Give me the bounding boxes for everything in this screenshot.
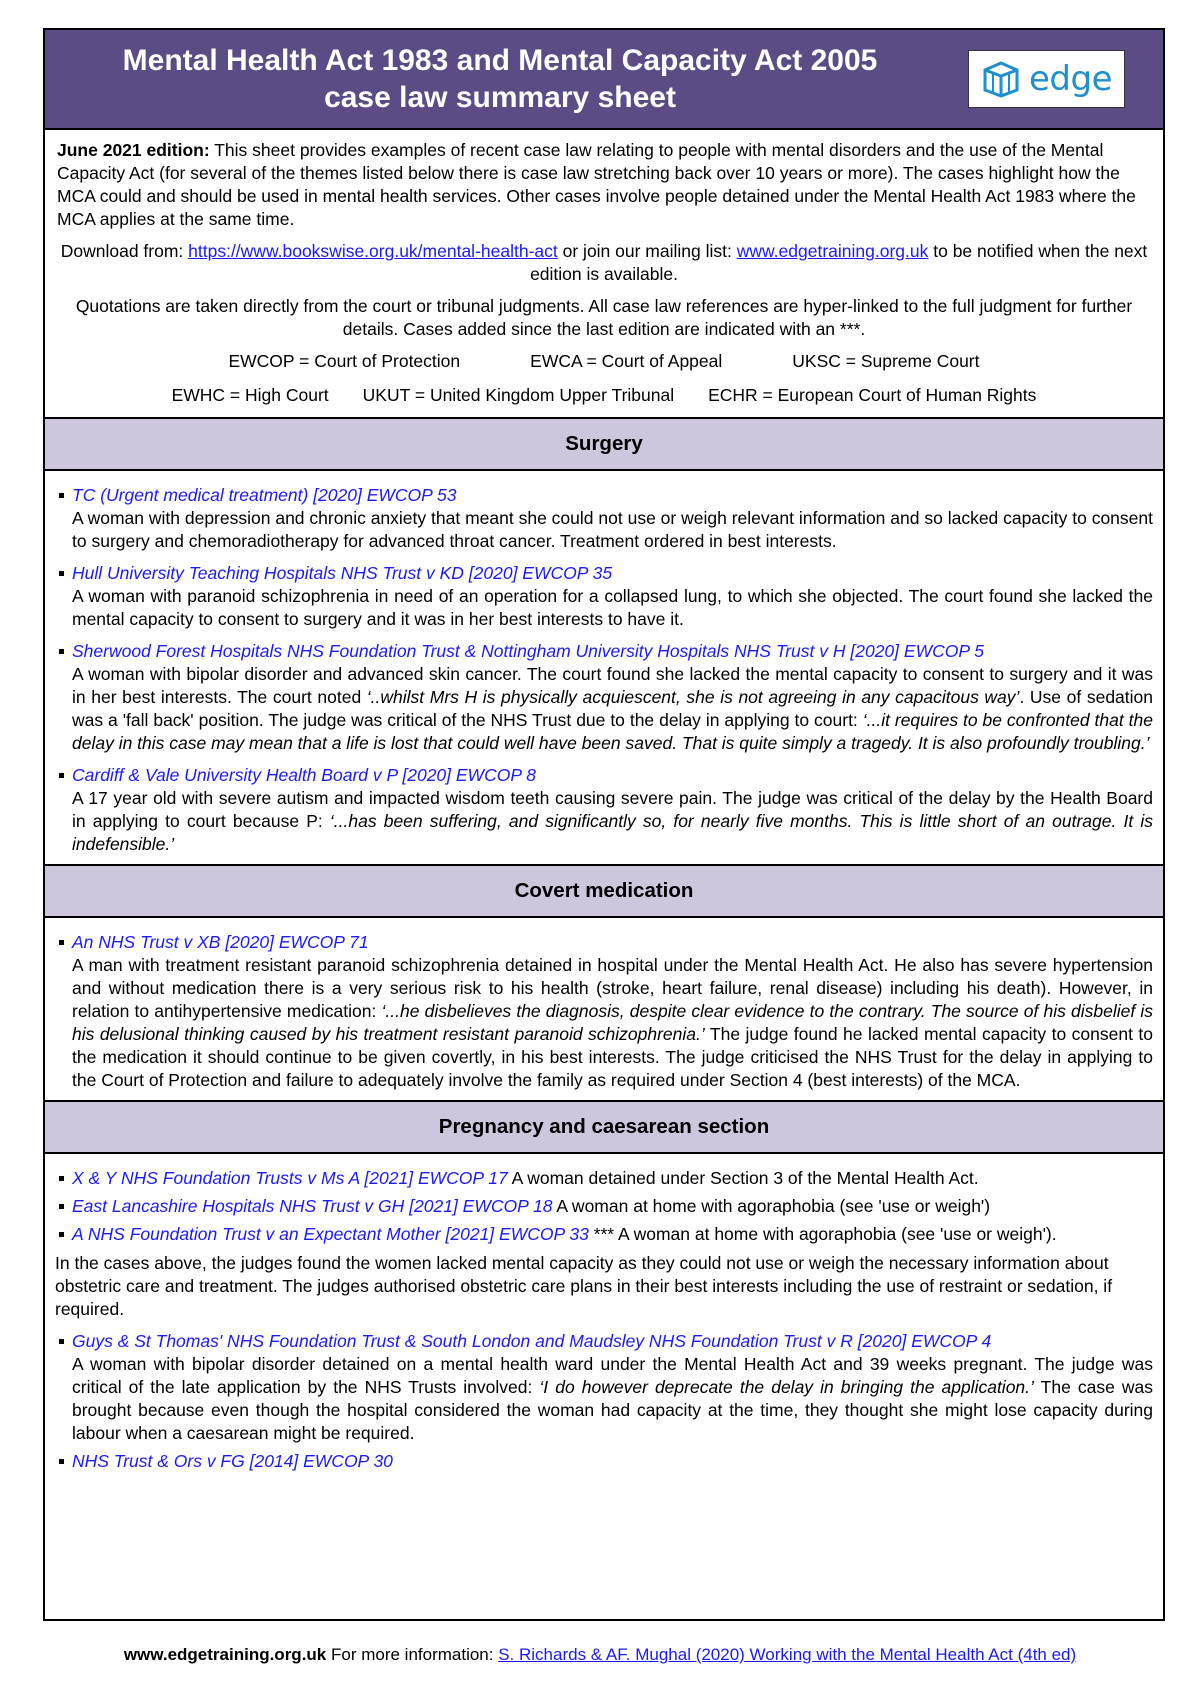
footer-site[interactable]: www.edgetraining.org.uk [123, 1645, 327, 1664]
page-footer: www.edgetraining.org.uk For more information: S. Richards & AF. Mughal (2020) Working with the Mental Health Act (4th ed) [123, 1645, 1077, 1664]
court-legend-row-2: EWHC = High Court UKUT = United Kingdom Upper Tribunal ECHR = European Court of Human Rights [171, 385, 1037, 405]
section-heading-pregnancy: Pregnancy and caesarean section [45, 1102, 1163, 1154]
section-heading-surgery: Surgery [45, 419, 1163, 471]
summary-sheet [43, 28, 1165, 1621]
intro-section [45, 130, 1163, 419]
list-item: A NHS Foundation Trust v an Expectant Mother [2021] EWCOP 33 *** A woman at home with agoraphobia (see 'use or weigh'). [57, 1223, 1153, 1246]
case-link[interactable]: East Lancashire Hospitals NHS Trust v GH [2021] EWCOP 18 [72, 1196, 553, 1216]
list-item: Hull University Teaching Hospitals NHS Trust v KD [2020] EWCOP 35 A woman with paranoid schizophrenia in need of an operation for a collapsed lung, to which she objected. The court found she lacked the mental capacity to consent to surgery and it was in her best interests to have it. [57, 562, 1153, 631]
section-surgery [45, 471, 1163, 866]
pregnancy-note: In the cases above, the judges found the women lacked mental capacity as they could not use or weigh the necessary information about obstetric care and treatment. The judges authorised obstetric care plans in their best interests including the use of restraint or sedation, if required. [55, 1253, 1113, 1319]
case-link[interactable]: An NHS Trust v XB [2020] EWCOP 71 [72, 932, 369, 952]
edge-cube-icon [981, 60, 1021, 98]
list-item [57, 1450, 1153, 1473]
case-link[interactable]: A NHS Foundation Trust v an Expectant Mother [2021] EWCOP 33 [72, 1224, 589, 1244]
list-item: An NHS Trust v XB [2020] EWCOP 71 A man with treatment resistant paranoid schizophrenia detained in hospital under the Mental Health Act. He also has severe hypertension and without medication there is a very serious risk to his health (stroke, heart failure, renal disease) including his death). However, in relation to antihypertensive medication: ‘...he disbelieves the diagnosis, despite clear evidence to the contrary. The source of his disbelief is his delusional thinking caused by his treatment resistant paranoid schizophrenia.’ The judge found he lacked mental capacity to consent to the medication it should continue to be given covertly, in his best interests. The judge criticised the NHS Trust for the delay in applying to the Court of Protection and failure to adequately involve the family as required under Section 4 (best interests) of the MCA. [57, 931, 1153, 1092]
download-link[interactable]: https://www.bookswise.org.uk/mental-health-act [188, 241, 558, 261]
download-paragraph: Download from: https://www.bookswise.org.uk/mental-health-act or join our mailing list: www.edgetraining.org.uk to be notified when the next edition is available. [60, 241, 1148, 284]
case-link[interactable]: NHS Trust & Ors v FG [2014] EWCOP 30 [72, 1451, 393, 1471]
quotations-paragraph: Quotations are taken directly from the court or tribunal judgments. All case law references are hyper-linked to the full judgment for further details. Cases added since the last edition are indicated with an ***. [75, 296, 1133, 339]
case-link[interactable]: X & Y NHS Foundation Trusts v Ms A [2021] EWCOP 17 [72, 1168, 508, 1188]
case-link[interactable]: Guys & St Thomas' NHS Foundation Trust & South London and Maudsley NHS Foundation Trust v R [2020] EWCOP 4 [72, 1331, 992, 1351]
edition-paragraph [57, 139, 1151, 231]
list-item: TC (Urgent medical treatment) [2020] EWCOP 53 A woman with depression and chronic anxiety that meant she could not use or weigh relevant information and so lacked capacity to consent to surgery and chemoradiotherapy for advanced throat cancer. Treatment ordered in best interests. [57, 484, 1153, 553]
list-item: East Lancashire Hospitals NHS Trust v GH [2021] EWCOP 18 A woman at home with agoraphobia (see 'use or weigh') [57, 1195, 1153, 1218]
edition-text: This sheet provides examples of recent case law relating to people with mental disorders and the use of the Mental Capacity Act (for several of the themes listed below there is case law stretching back over 10 years or more). The cases highlight how the MCA could and should be used in mental health services. Other cases involve people detained under the Mental Health Act 1983 where the MCA applies at the same time. [57, 140, 1136, 229]
edition-label: June 2021 edition: [57, 140, 210, 160]
section-heading-covert: Covert medication [45, 866, 1163, 918]
header-banner [45, 30, 1163, 130]
list-item: Sherwood Forest Hospitals NHS Foundation Trust & Nottingham University Hospitals NHS Trust v H [2020] EWCOP 5 A woman with bipolar disorder and advanced skin cancer. The court found she lacked the mental capacity to consent to surgery and it was in her best interests. The court noted ‘..whilst Mrs H is physically acquiescent, she is not agreeing in any capacitous way’. Use of sedation was a 'fall back' position. The judge was critical of the NHS Trust due to the delay in applying to court: ‘...it requires to be confronted that the delay in this case may mean that a life is lost that could well have been saved. That is quite simply a tragedy. It is also profoundly troubling.’ [57, 640, 1153, 755]
case-link[interactable]: Hull University Teaching Hospitals NHS Trust v KD [2020] EWCOP 35 [72, 563, 613, 583]
logo-text: edge [1029, 59, 1112, 99]
page-title: Mental Health Act 1983 and Mental Capacity Act 2005 case law summary sheet [122, 44, 878, 114]
list-item: Guys & St Thomas' NHS Foundation Trust & South London and Maudsley NHS Foundation Trust v R [2020] EWCOP 4 A woman with bipolar disorder detained on a mental health ward under the Mental Health Act and 39 weeks pregnant. The judge was critical of the late application by the NHS Trusts involved: ‘I do however deprecate the delay in bringing the application.’ The case was brought because even though the hospital considered the woman had capacity at the time, they thought she might lose capacity during labour when a caesarean might be required. [57, 1330, 1153, 1445]
edge-logo[interactable] [968, 50, 1125, 108]
list-item: Cardiff & Vale University Health Board v P [2020] EWCOP 8 A 17 year old with severe autism and impacted wisdom teeth causing severe pain. The judge was critical of the delay by the Health Board in applying to court because P: ‘...has been suffering, and significantly so, for nearly five months. This is little short of an outrage. It is indefensible.’ [57, 764, 1153, 856]
case-link[interactable]: Sherwood Forest Hospitals NHS Foundation Trust & Nottingham University Hospitals NHS Trust v H [2020] EWCOP 5 [72, 641, 984, 661]
case-link[interactable]: TC (Urgent medical treatment) [2020] EWCOP 53 [72, 485, 457, 505]
court-legend-row-1: EWCOP = Court of Protection EWCA = Court of Appeal UKSC = Supreme Court [228, 351, 980, 371]
case-link[interactable]: Cardiff & Vale University Health Board v P [2020] EWCOP 8 [72, 765, 536, 785]
section-covert-medication [45, 918, 1163, 1102]
book-link[interactable]: S. Richards & AF. Mughal (2020) Working with the Mental Health Act (4th ed) [498, 1645, 1077, 1664]
new-case-marker: *** [588, 1224, 615, 1244]
mailing-list-link[interactable]: www.edgetraining.org.uk [736, 241, 929, 261]
list-item: X & Y NHS Foundation Trusts v Ms A [2021] EWCOP 17 A woman detained under Section 3 of the Mental Health Act. [57, 1167, 1153, 1190]
section-pregnancy [45, 1154, 1163, 1481]
